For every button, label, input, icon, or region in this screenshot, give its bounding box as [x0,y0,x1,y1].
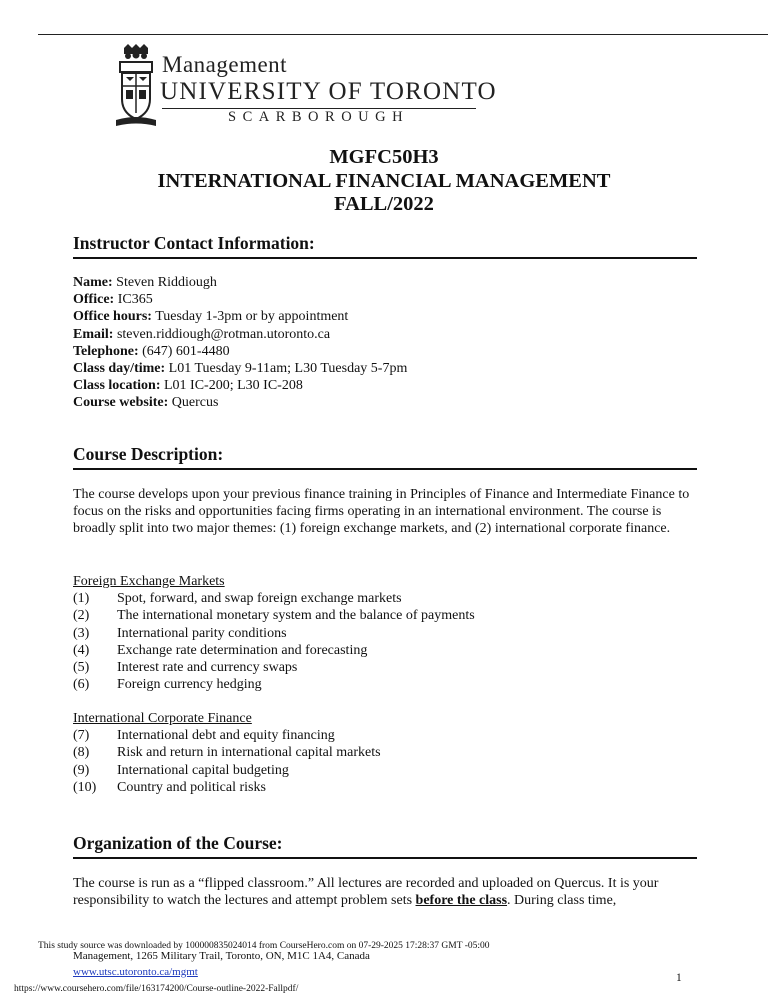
info-row-class-location: Class location: L01 IC-200; L30 IC-208 [73,378,303,394]
footer-address: Management, 1265 Military Trail, Toronto, ON, M1C 1A4, Canada [73,950,370,962]
coursehero-url: https://www.coursehero.com/file/163174200/Course-outline-2022-Fallpdf/ [14,984,299,994]
info-row-telephone: Telephone: (647) 601-4480 [73,343,230,359]
page-number: 1 [676,972,682,984]
logo-university: UNIVERSITY OF TORONTO [160,78,497,105]
organization-heading-text: Organization of the Course: [73,833,283,853]
logo-management: Management [162,52,288,77]
footer-website-link[interactable]: www.utsc.utoronto.ca/mgmt [73,966,198,978]
corporate-finance-heading: International Corporate Finance [73,711,252,726]
university-logo [110,42,497,132]
info-row-name: Name: Steven Riddiough [73,275,217,290]
top-rule [38,34,768,35]
description-heading [73,444,697,465]
corporate-finance-list [73,710,703,796]
info-row-office-hours: Office hours: Tuesday 1-3pm or by appointment [73,309,349,325]
logo-scarborough: SCARBOROUGH [228,109,410,125]
organization-text: The course is run as a “flipped classroom.” All lectures are recorded and uploaded on Quercus. It is your responsibility to watch the lectures and attempt problem sets before the class. During class time, [73,876,659,909]
list-item: (6) Foreign currency hedging [73,677,262,693]
heading-rule [73,257,697,259]
instructor-heading [73,233,697,254]
description-intro: The course develops upon your previous finance training in Principles of Finance and Intermediate Finance to focus on the risks and opportunities facing firms operating in an international environment. The course is broadly split into two major themes: (1) foreign exchange markets, and (2) international corporate finance. [73,487,690,537]
info-row-website: Course website: Quercus [73,395,219,411]
info-row-office: Office: IC365 [73,292,153,308]
info-row-email: Email: steven.riddiough@rotman.utoronto.ca [73,326,331,342]
list-item: (8) Risk and return in international capital markets [73,745,381,761]
list-item: (4) Exchange rate determination and forecasting [73,642,368,658]
info-row-class-time: Class day/time: L01 Tuesday 9-11am; L30 Tuesday 5-7pm [73,361,408,377]
instructor-info [73,274,703,412]
course-code: MGFC50H3 [329,146,439,168]
list-item: (1) Spot, forward, and swap foreign exchange markets [73,591,402,607]
course-title-block [0,146,768,217]
emphasis-before-class: before the class [415,893,508,909]
course-name: INTERNATIONAL FINANCIAL MANAGEMENT [157,169,611,192]
heading-rule [73,468,697,470]
list-item: (5) Interest rate and currency swaps [73,660,298,676]
list-item: (7) International debt and equity financing [73,728,335,744]
description-heading-text: Course Description: [73,444,224,464]
list-item: (2) The international monetary system and the balance of payments [73,608,475,624]
university-crest-icon [110,42,162,132]
fx-markets-heading: Foreign Exchange Markets [73,574,225,589]
list-item: (10) Country and political risks [73,779,266,795]
fx-markets-list [73,573,703,693]
organization-heading [73,833,697,854]
list-item: (3) International parity conditions [73,625,287,641]
list-item: (9) International capital budgeting [73,762,289,778]
course-term: FALL/2022 [334,193,434,215]
heading-rule [73,857,697,859]
download-notice: This study source was downloaded by 100000835024014 from CourseHero.com on 07-29-2025 17:28:37 GMT -05:00 [38,941,490,951]
instructor-heading-text: Instructor Contact Information: [73,233,315,253]
